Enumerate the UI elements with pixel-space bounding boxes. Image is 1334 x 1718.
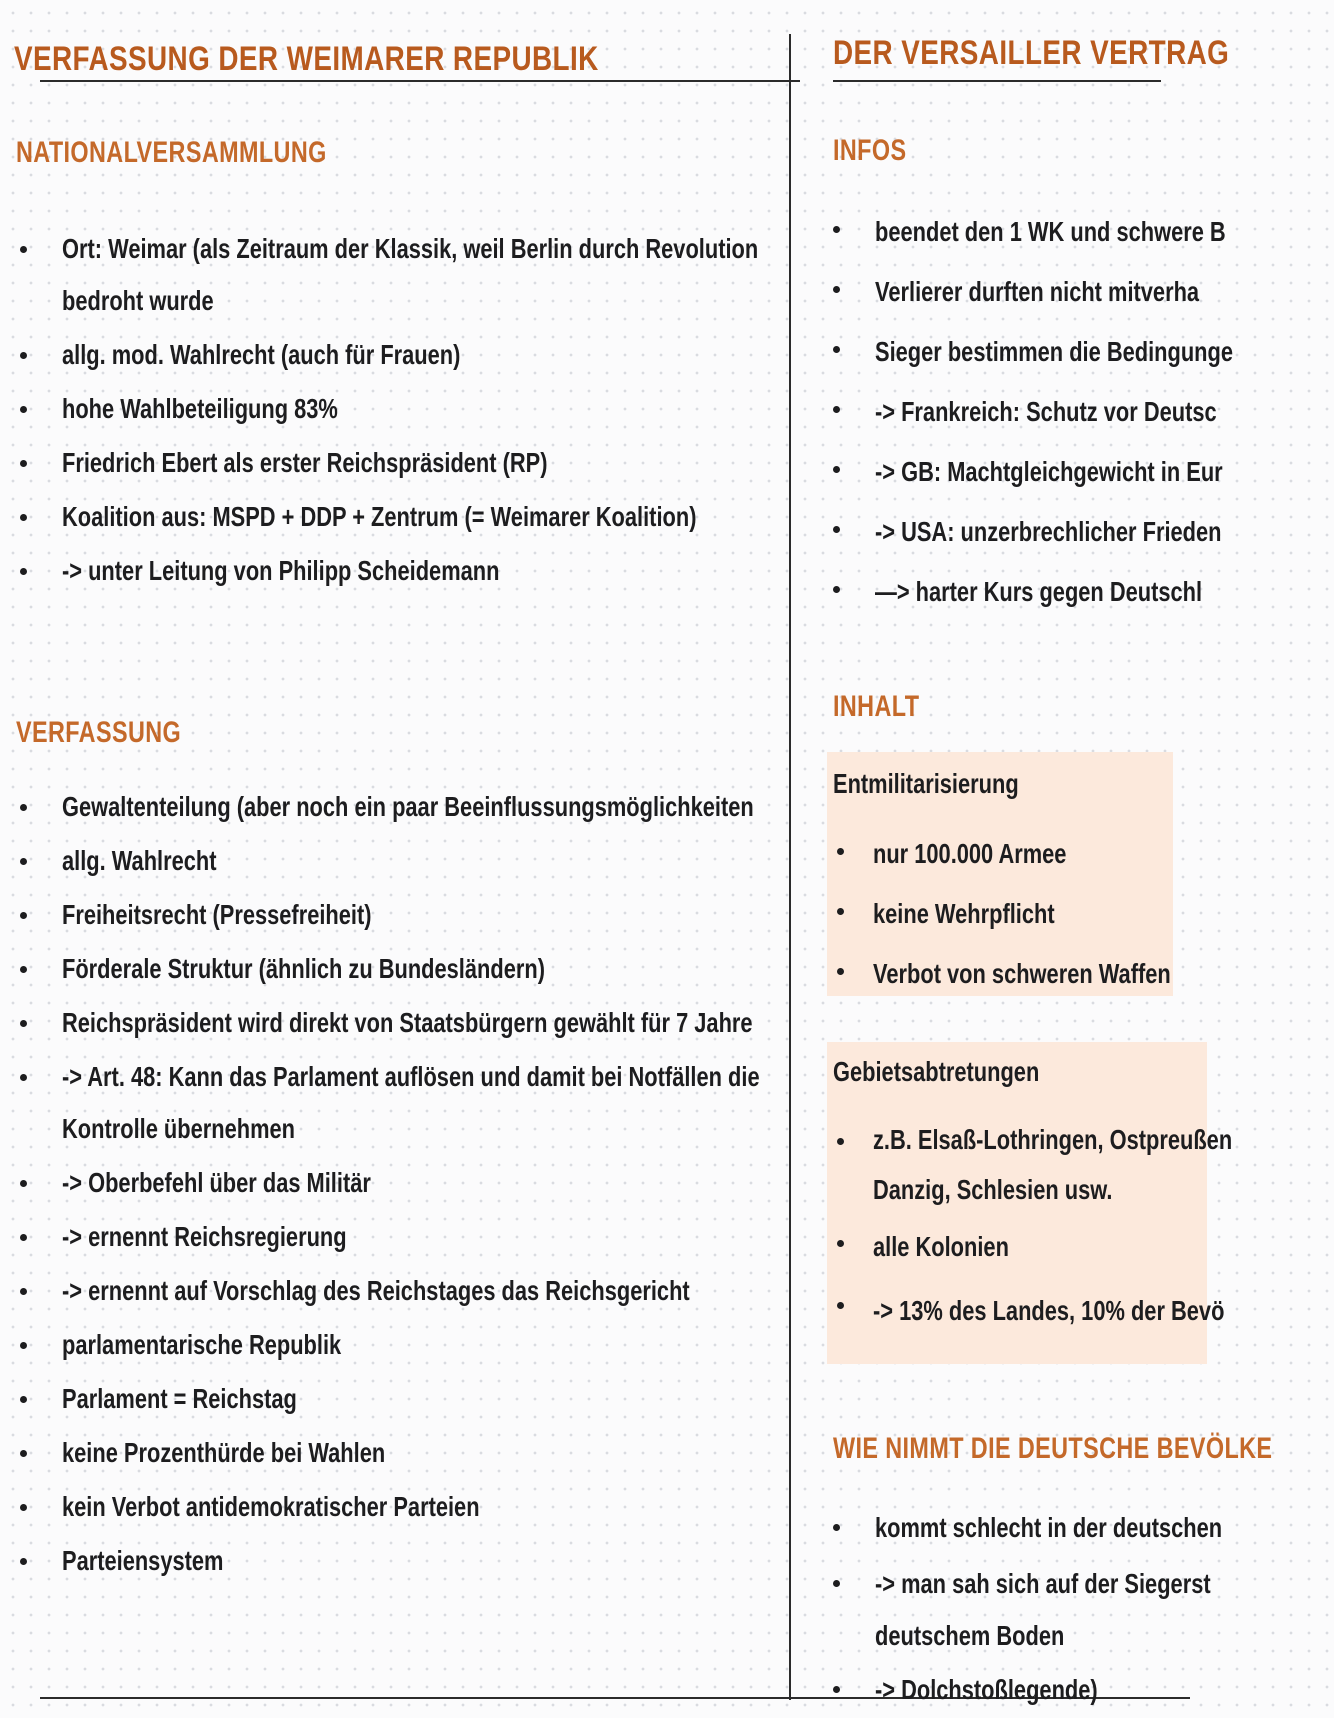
list-item: z.B. Elsaß-Lothringen, Ostpreußen	[827, 1114, 1333, 1166]
list-infos	[829, 202, 1334, 622]
list-item: Verlierer durften nicht mitverha	[829, 262, 1334, 322]
list-gebietsabtretungen	[827, 1114, 1333, 1344]
list-item: Sieger bestimmen die Bedingunge	[829, 322, 1334, 382]
right-column	[833, 0, 1273, 1705]
box-entmilitarisierung	[827, 752, 1173, 996]
heading-verfassung: VERFASSUNG	[16, 716, 182, 749]
list-item: Gewaltenteilung (aber noch ein paar Beeinflussungsmöglichkeiten	[16, 780, 956, 834]
list-item: -> ernennt auf Vorschlag des Reichstages das Reichsgericht	[16, 1264, 956, 1318]
list-item: -> Oberbefehl über das Militär	[16, 1156, 956, 1210]
page-title-weimar: VERFASSUNG DER WEIMARER REPUBLIK	[14, 40, 599, 78]
box-gebietsabtretungen	[827, 1042, 1233, 1364]
list-item: Förderale Struktur (ähnlich zu Bundesländern)	[16, 942, 956, 996]
list-item: keine Wehrpflicht	[827, 884, 1255, 944]
heading-reaktion: WIE NIMMT DIE DEUTSCHE BEVÖLKE	[833, 1432, 1273, 1465]
list-item: Koalition aus: MSPD + DDP + Zentrum (= Weimarer Koalition)	[16, 490, 955, 544]
list-item: parlamentarische Republik	[16, 1318, 956, 1372]
list-item: -> Frankreich: Schutz vor Deutsc	[829, 382, 1334, 442]
list-item: nur 100.000 Armee	[827, 824, 1255, 884]
list-item: keine Prozenthürde bei Wahlen	[16, 1426, 956, 1480]
list-item: —> harter Kurs gegen Deutschl	[829, 562, 1334, 622]
list-nationalversammlung	[16, 222, 955, 598]
list-item: Parlament = Reichstag	[16, 1372, 956, 1426]
list-item: allg. Wahlrecht	[16, 834, 956, 888]
list-item: -> Dolchstoßlegende)	[829, 1662, 1320, 1718]
list-item: -> GB: Machtgleichgewicht in Eur	[829, 442, 1334, 502]
list-item: -> USA: unzerbrechlicher Frieden	[829, 502, 1334, 562]
list-item: alle Kolonien	[827, 1216, 1333, 1278]
list-item: Verbot von schweren Waffen	[827, 944, 1255, 1004]
list-item: -> ernennt Reichsregierung	[16, 1210, 956, 1264]
list-reaktion	[829, 1500, 1320, 1718]
list-item: -> Art. 48: Kann das Parlament auflösen und damit bei Notfällen die	[16, 1050, 956, 1104]
list-item: Parteiensystem	[16, 1534, 956, 1588]
box-title: Gebietsabtretungen	[833, 1056, 1040, 1087]
list-item: allg. mod. Wahlrecht (auch für Frauen)	[16, 328, 955, 382]
title-underline	[833, 80, 1161, 82]
heading-nationalversammlung: NATIONALVERSAMMLUNG	[16, 136, 327, 169]
box-title: Entmilitarisierung	[833, 768, 1019, 799]
list-item-continuation: bedroht wurde	[62, 285, 214, 316]
list-item: -> 13% des Landes, 10% der Bevö	[827, 1278, 1333, 1344]
list-item-continuation: Kontrolle übernehmen	[62, 1113, 295, 1144]
title-underline	[40, 80, 800, 82]
heading-infos: INFOS	[833, 134, 907, 167]
list-item: Reichspräsident wird direkt von Staatsbürgern gewählt für 7 Jahre	[16, 996, 956, 1050]
heading-inhalt: INHALT	[833, 690, 920, 723]
list-item: kommt schlecht in der deutschen	[829, 1500, 1320, 1556]
list-entmilitarisierung	[827, 824, 1255, 1004]
list-verfassung	[16, 780, 956, 1588]
list-item: Ort: Weimar (als Zeitraum der Klassik, weil Berlin durch Revolution	[16, 222, 955, 276]
list-item-continuation: deutschem Boden	[875, 1620, 1065, 1651]
list-item: -> man sah sich auf der Siegerst	[829, 1556, 1320, 1612]
list-item: -> unter Leitung von Philipp Scheidemann	[16, 544, 955, 598]
list-item-continuation: Danzig, Schlesien usw.	[873, 1174, 1113, 1205]
list-item: hohe Wahlbeteiligung 83%	[16, 382, 955, 436]
list-item: Freiheitsrecht (Pressefreiheit)	[16, 888, 956, 942]
list-item: beendet den 1 WK und schwere B	[829, 202, 1334, 262]
list-item: Friedrich Ebert als erster Reichspräsident (RP)	[16, 436, 955, 490]
list-item: kein Verbot antidemokratischer Parteien	[16, 1480, 956, 1534]
page-title-versailles: DER VERSAILLER VERTRAG	[833, 34, 1230, 72]
